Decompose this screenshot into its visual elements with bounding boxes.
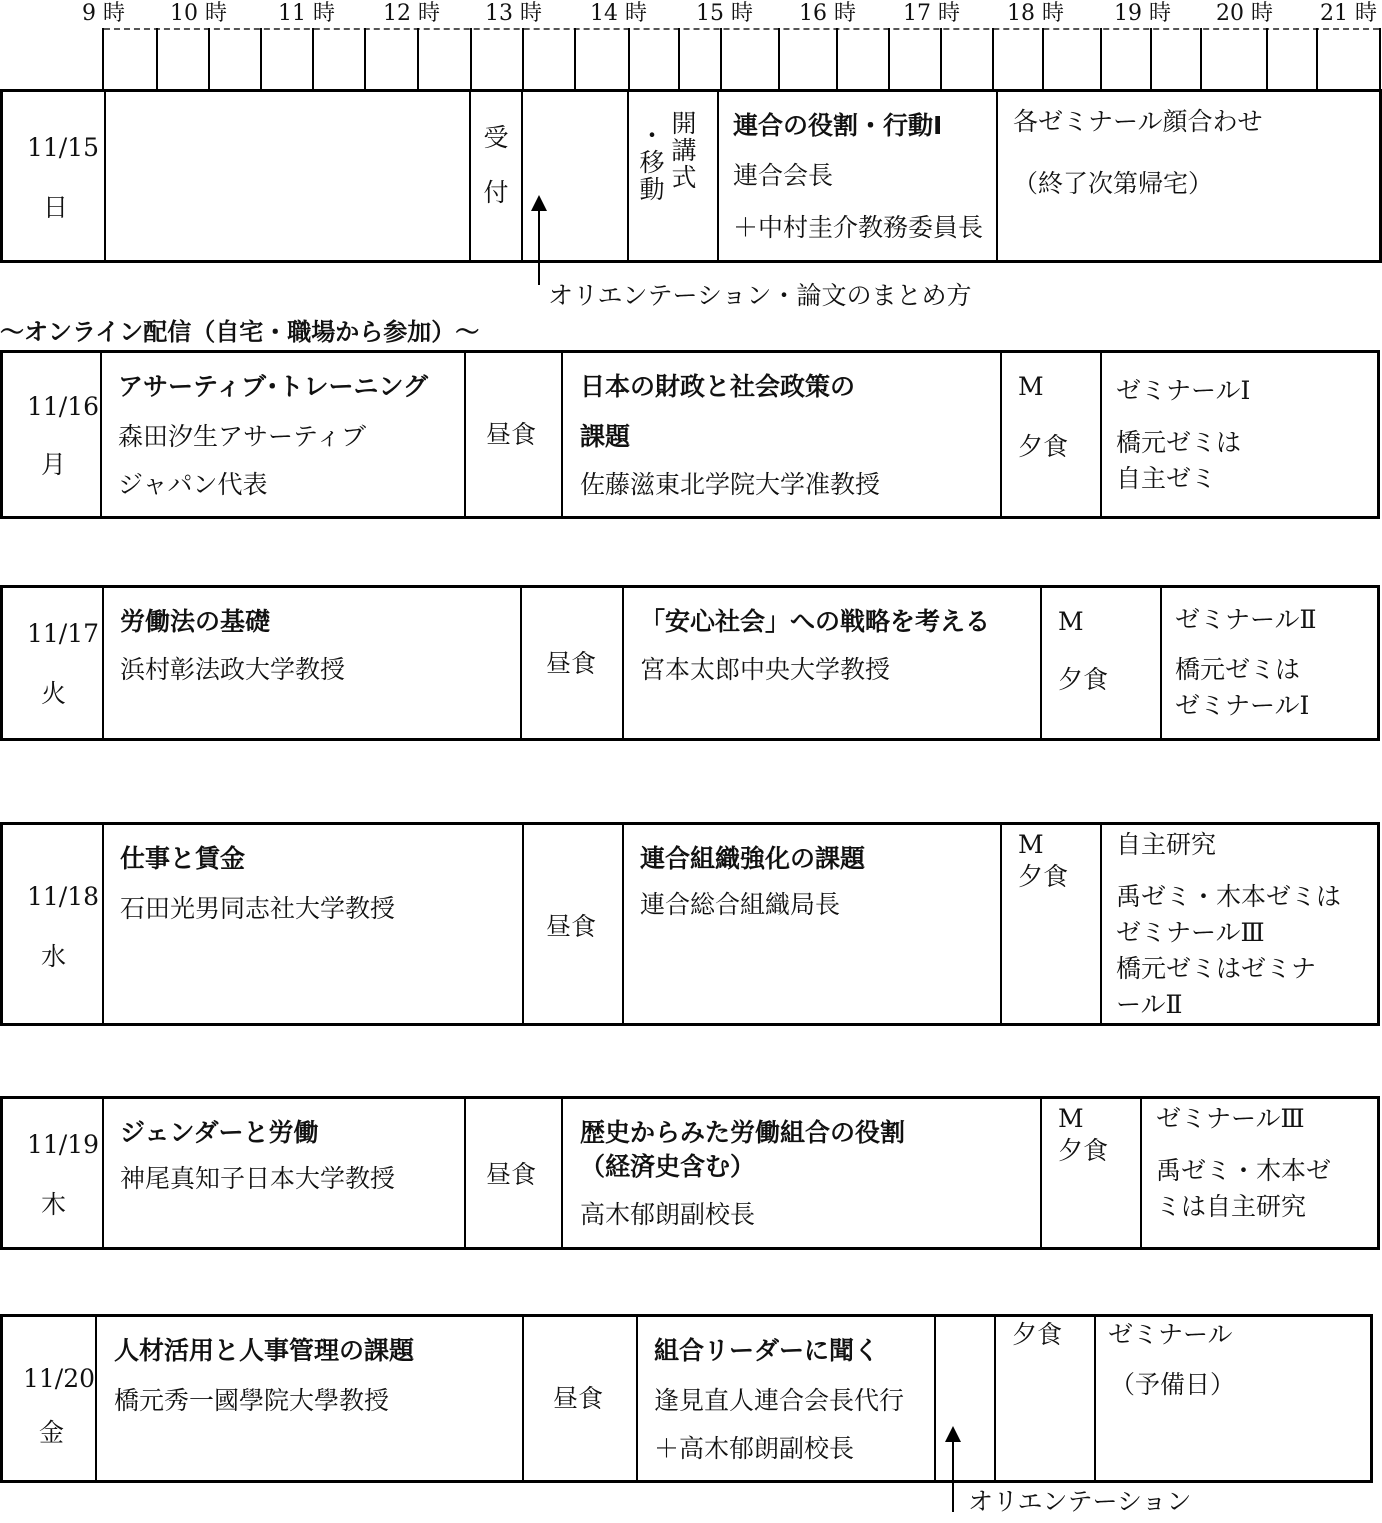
am-lecture-speaker: 浜村彰法政大学教授 (120, 655, 346, 684)
am-lecture-speaker-1: 森田汐生アサーティブ (118, 422, 367, 451)
pm-lecture-speaker-1: 逢見直人連合会長代行 (654, 1386, 905, 1415)
dinner-label: 夕食 (1058, 665, 1109, 694)
lecture-speaker-1: 連合会長 (733, 161, 834, 190)
pm-lecture-speaker: 佐藤滋東北学院大学准教授 (580, 470, 881, 499)
dinner-label: 夕食 (1058, 1136, 1109, 1165)
dinner-label: 夕食 (1012, 1320, 1063, 1349)
seminar-line-3: 自主ゼミ (1116, 464, 1217, 493)
hour-label-16: 16 時 (799, 1, 856, 26)
hour-label-21: 21 時 (1320, 1, 1377, 26)
seminar-line-2: 禹ゼミ・木本ゼミは (1116, 882, 1342, 911)
pm-lecture-title-1: 日本の財政と社会政策の (580, 372, 856, 401)
arrow-line (952, 1440, 954, 1512)
hour-label-12: 12 時 (383, 1, 440, 26)
seminar-line-4: 橋元ゼミはゼミナ (1116, 954, 1317, 983)
seminar-line-1: ゼミナール (1108, 1320, 1233, 1349)
day-date: 11/20 (23, 1364, 96, 1393)
hour-label-9: 9 時 (82, 1, 125, 26)
am-lecture-title: 仕事と賃金 (120, 844, 246, 873)
lecture-speaker-2: ＋中村圭介教務委員長 (733, 213, 984, 242)
pm-lecture-speaker: 宮本太郎中央大学教授 (640, 655, 891, 684)
orientation-annotation-2: オリエンテーション (968, 1487, 1192, 1516)
am-lecture-title: 人材活用と人事管理の課題 (114, 1336, 415, 1365)
day-date: 11/15 (27, 133, 100, 162)
seminar-line-2: （予備日） (1110, 1370, 1236, 1399)
hour-label-11: 11 時 (278, 1, 335, 26)
day-date: 11/16 (27, 392, 100, 421)
seminar-line-2: 橋元ゼミは (1116, 428, 1242, 457)
seminar-line-3: ゼミナールⅢ (1116, 918, 1265, 947)
lunch-label: 昼食 (553, 1384, 604, 1413)
pm-lecture-title-1: 歴史からみた労働組合の役割 (580, 1118, 906, 1147)
day-weekday: 日 (43, 193, 69, 222)
pm-lecture-speaker: 高木郁朗副校長 (580, 1200, 756, 1229)
day-date: 11/17 (27, 619, 100, 648)
evening-activity: 各ゼミナール顔合わせ (1013, 107, 1263, 136)
day-date: 11/19 (27, 1130, 100, 1159)
day-date: 11/18 (27, 882, 100, 911)
hour-label-13: 13 時 (485, 1, 542, 26)
day-weekday: 水 (41, 942, 67, 971)
seminar-line-1: ゼミナールⅢ (1156, 1104, 1305, 1133)
am-lecture-speaker: 神尾真知子日本大学教授 (120, 1164, 396, 1193)
arrow-line (538, 209, 540, 285)
evening-note: （終了次第帰宅） (1013, 169, 1214, 198)
m-label: M (1018, 830, 1044, 859)
hour-label-10: 10 時 (170, 1, 227, 26)
seminar-line-1: ゼミナールⅠ (1116, 376, 1251, 405)
pm-lecture-title: 連合組織強化の課題 (640, 844, 866, 873)
pm-lecture-title-2: （経済史含む） (580, 1152, 756, 1181)
pm-lecture-title: 組合リーダーに聞く (654, 1336, 880, 1365)
am-lecture-title: 労働法の基礎 (120, 607, 271, 636)
day-row-1120 (0, 1314, 1373, 1483)
seminar-line-5: ールⅡ (1116, 990, 1183, 1019)
hour-label-19: 19 時 (1114, 1, 1171, 26)
m-label: M (1058, 607, 1084, 636)
am-lecture-title: ジェンダーと労働 (120, 1118, 319, 1147)
seminar-line-2: 橋元ゼミは (1175, 655, 1301, 684)
day-row-1115 (0, 89, 1382, 263)
seminar-line-3: ミは自主研究 (1156, 1192, 1307, 1221)
dinner-label: 夕食 (1018, 432, 1069, 461)
day-row-1117 (0, 585, 1380, 741)
moving-label: ・移動 (639, 121, 665, 204)
lecture-title: 連合の役割・行動Ⅰ (733, 111, 943, 140)
online-banner: 〜オンライン配信（自宅・職場から参加）〜 (0, 318, 480, 346)
day-weekday: 火 (41, 679, 67, 708)
hour-label-18: 18 時 (1007, 1, 1064, 26)
pm-lecture-title: 「安心社会」への戦略を考える (640, 607, 991, 636)
m-label: M (1058, 1104, 1084, 1133)
m-label: M (1018, 372, 1044, 401)
hour-label-17: 17 時 (903, 1, 960, 26)
am-lecture-title: アサーティブ･トレーニング (118, 372, 429, 401)
opening-ceremony: 開講式 (671, 109, 697, 192)
am-lecture-speaker: 石田光男同志社大学教授 (120, 894, 396, 923)
lunch-label: 昼食 (546, 649, 597, 678)
day-row-1119 (0, 1096, 1380, 1250)
day-weekday: 金 (39, 1418, 65, 1447)
day-row-1118 (0, 822, 1380, 1026)
am-lecture-speaker-2: ジャパン代表 (118, 470, 268, 499)
seminar-line-3: ゼミナールⅠ (1175, 691, 1310, 720)
pm-lecture-speaker: 連合総合組織局長 (640, 890, 841, 919)
am-lecture-speaker: 橋元秀一國學院大學教授 (114, 1386, 390, 1415)
lunch-label: 昼食 (546, 912, 597, 941)
pm-lecture-title-2: 課題 (580, 422, 631, 451)
lunch-label: 昼食 (486, 420, 537, 449)
pm-lecture-speaker-2: ＋高木郁朗副校長 (654, 1434, 855, 1463)
day-weekday: 月 (41, 450, 67, 479)
dinner-label: 夕食 (1018, 862, 1069, 891)
hour-label-14: 14 時 (590, 1, 647, 26)
hour-label-15: 15 時 (696, 1, 753, 26)
hour-grid (102, 28, 1381, 90)
seminar-line-1: ゼミナールⅡ (1175, 605, 1317, 634)
orientation-annotation-1: オリエンテーション・論文のまとめ方 (548, 281, 972, 310)
reception-label: 受付 (483, 123, 509, 207)
seminar-line-2: 禹ゼミ・木本ゼ (1156, 1156, 1332, 1185)
day-weekday: 木 (41, 1190, 67, 1219)
hour-label-20: 20 時 (1216, 1, 1273, 26)
lunch-label: 昼食 (486, 1160, 537, 1189)
seminar-line-1: 自主研究 (1116, 830, 1217, 859)
day-row-1116 (0, 350, 1380, 519)
